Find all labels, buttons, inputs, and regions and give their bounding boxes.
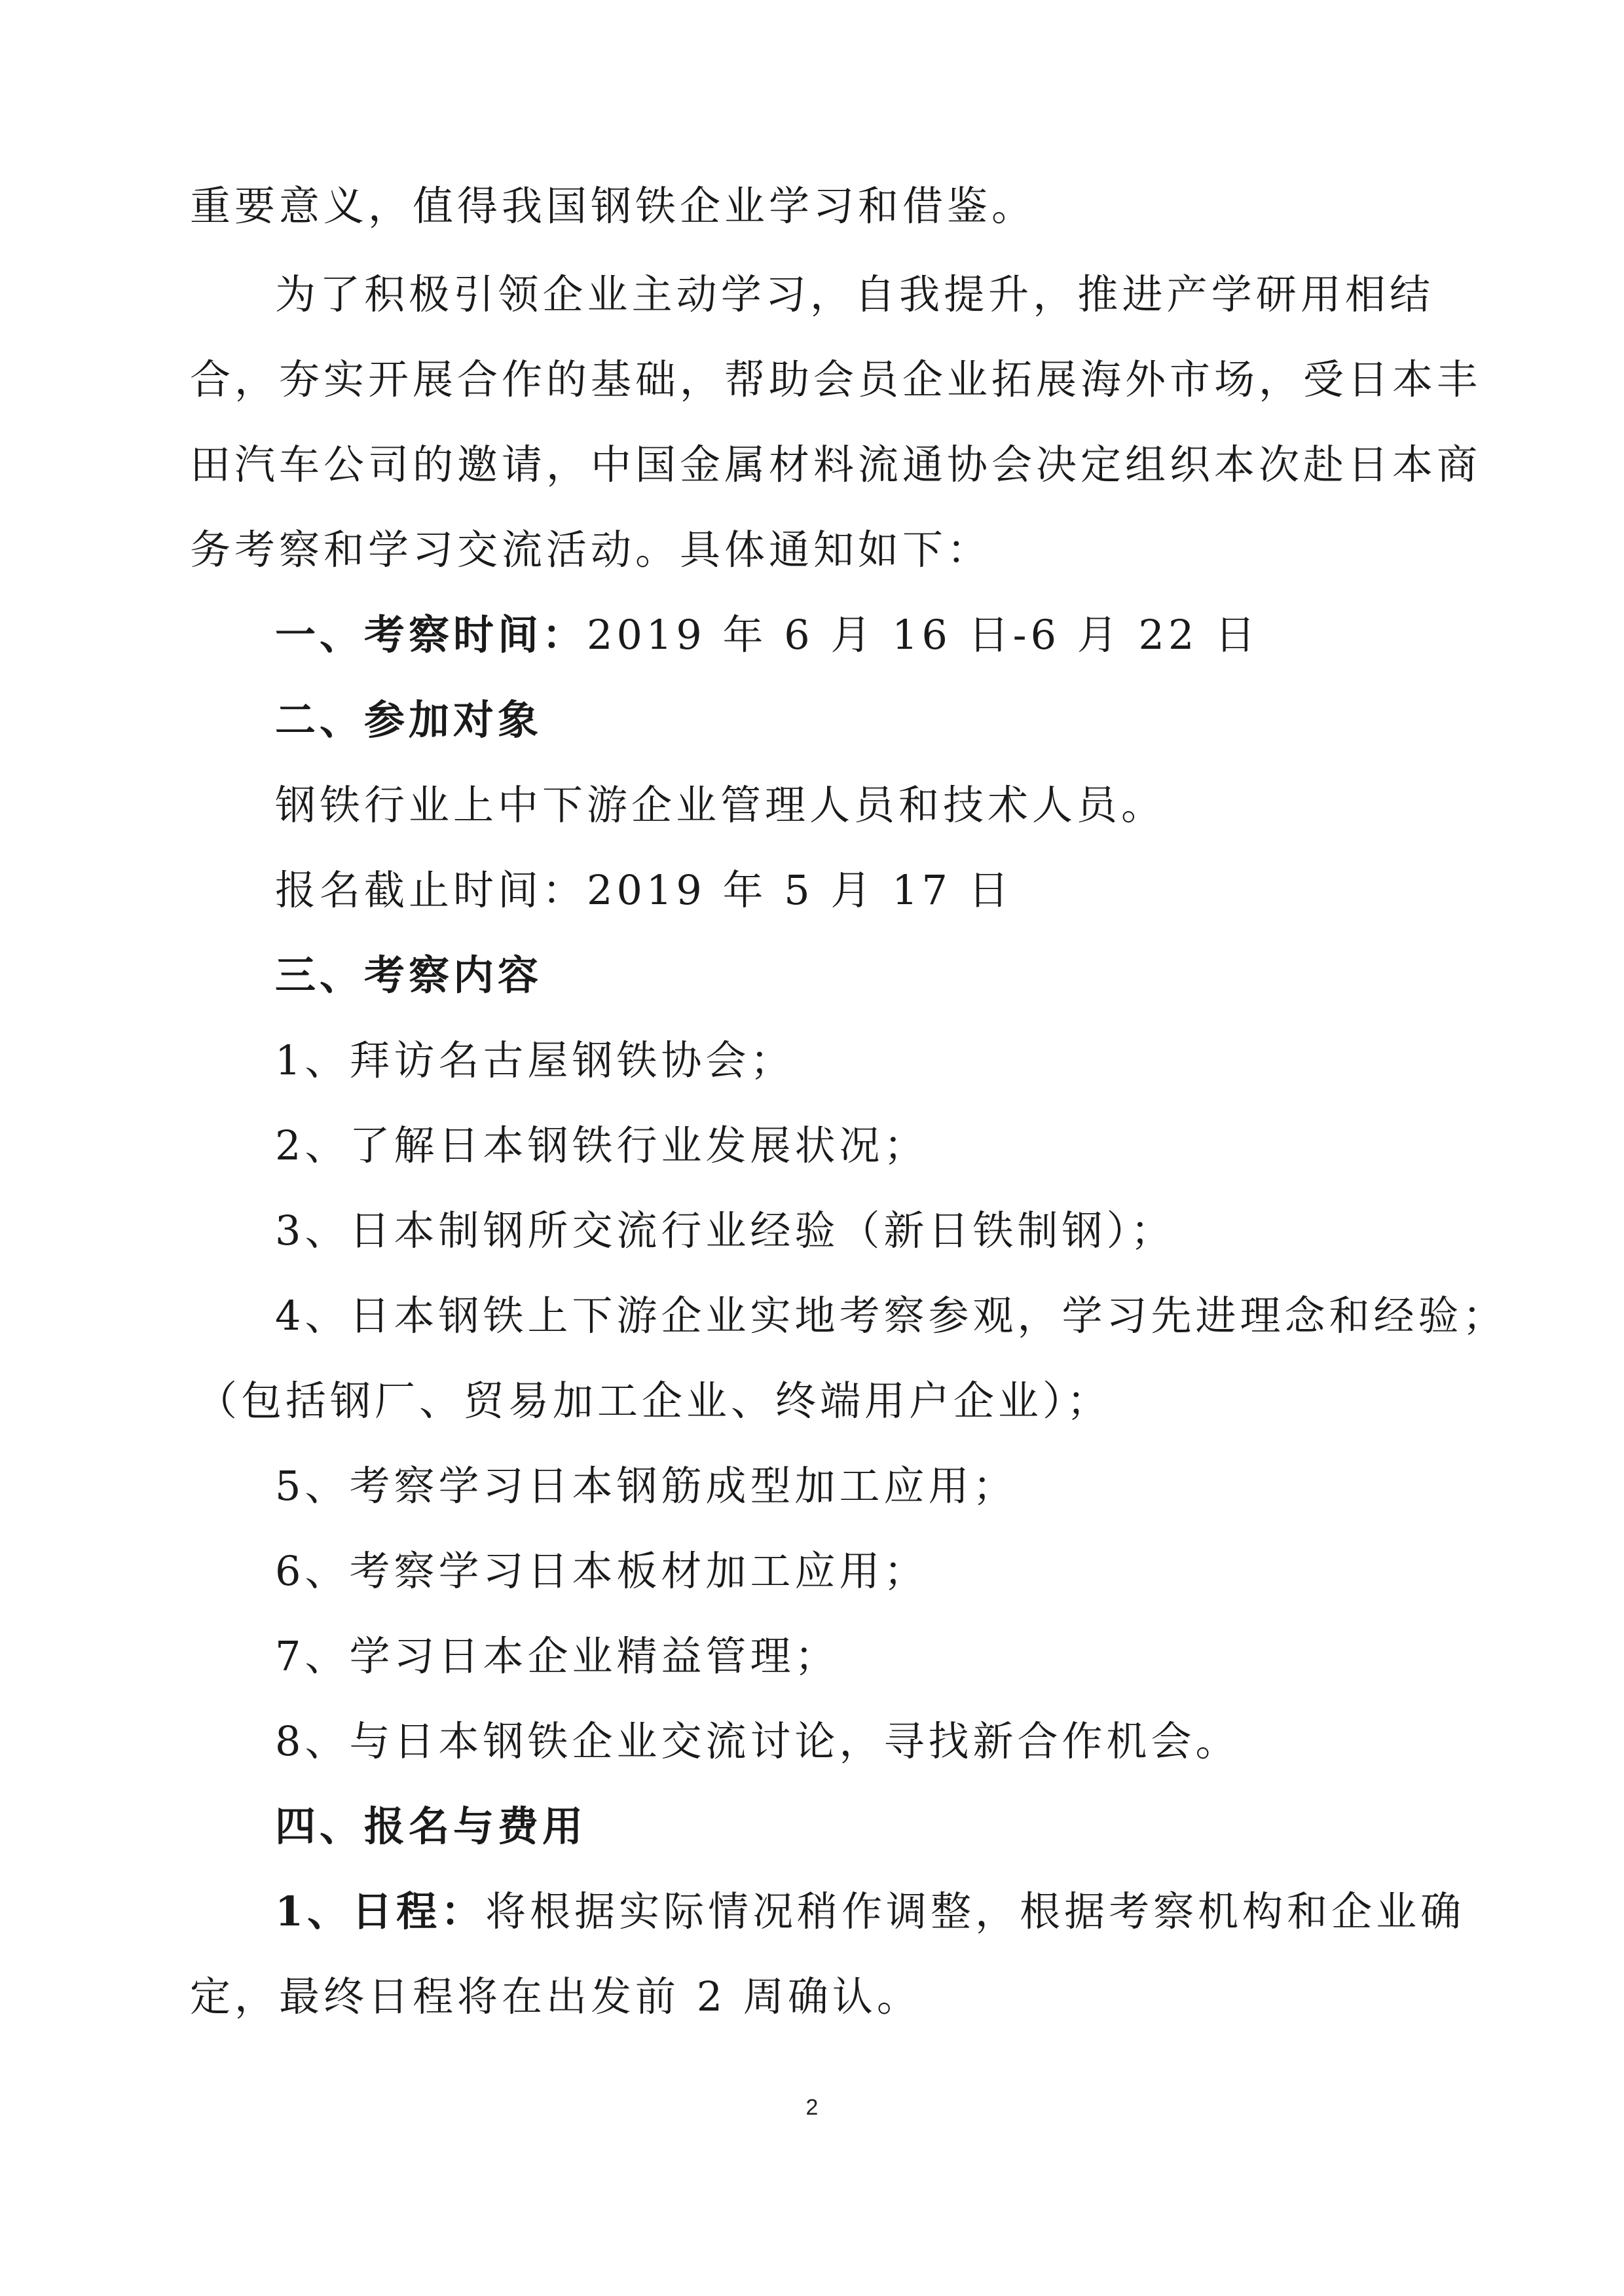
list-item: 6、考察学习日本板材加工应用； [275, 1547, 929, 1595]
section-heading-registration: 四、报名与费用 [275, 1802, 587, 1850]
list-item: 8、与日本钢铁企业交流讨论，寻找新合作机会。 [275, 1717, 1240, 1765]
list-item: 3、日本制钢所交流行业经验（新日铁制钢）； [275, 1207, 1175, 1254]
section-heading-time [275, 609, 1519, 661]
paragraph-line: 为了积极引领企业主动学习，自我提升，推进产学研用相结 [275, 270, 1434, 318]
list-item: 5、考察学习日本钢筋成型加工应用； [275, 1462, 1018, 1510]
section-heading-content: 三、考察内容 [275, 951, 543, 999]
list-item: 7、学习日本企业精益管理； [275, 1632, 840, 1680]
list-item: 2、了解日本钢铁行业发展状况； [275, 1121, 929, 1169]
participants-text: 钢铁行业上中下游企业管理人员和技术人员。 [275, 781, 1166, 829]
paragraph-line: 田汽车公司的邀请，中国金属材料流通协会决定组织本次赴日本商 [190, 441, 1482, 488]
list-item: 4、日本钢铁上下游企业实地考察参观，学习先进理念和经验； [275, 1292, 1507, 1339]
schedule-text: 将根据实际情况稍作调整，根据考察机构和企业确 [485, 1887, 1466, 1935]
inspection-dates: 2019 年 6 月 16 日-6 月 22 日 [587, 611, 1260, 659]
paragraph-line: 务考察和学习交流活动。具体通知如下： [190, 526, 992, 574]
paragraph-line: 重要意义，值得我国钢铁企业学习和借鉴。 [190, 182, 1037, 230]
paragraph-line: 合，夯实开展合作的基础，帮助会员企业拓展海外市场，受日本丰 [190, 355, 1482, 403]
list-item: 1、拜访名古屋钢铁协会； [275, 1036, 795, 1084]
section-heading-label: 一、考察时间： [275, 611, 587, 659]
page-number: 2 [805, 2095, 819, 2120]
schedule-line [275, 1886, 1466, 1938]
paragraph-line: 定，最终日程将在出发前 2 周确认。 [190, 1973, 921, 2020]
registration-deadline: 报名截止时间：2019 年 5 月 17 日 [275, 866, 1013, 914]
schedule-label: 1、日程： [275, 1887, 486, 1935]
list-item-continuation: （包括钢厂、贸易加工企业、终端用户企业）； [196, 1377, 1112, 1425]
section-heading-participants: 二、参加对象 [275, 696, 543, 744]
